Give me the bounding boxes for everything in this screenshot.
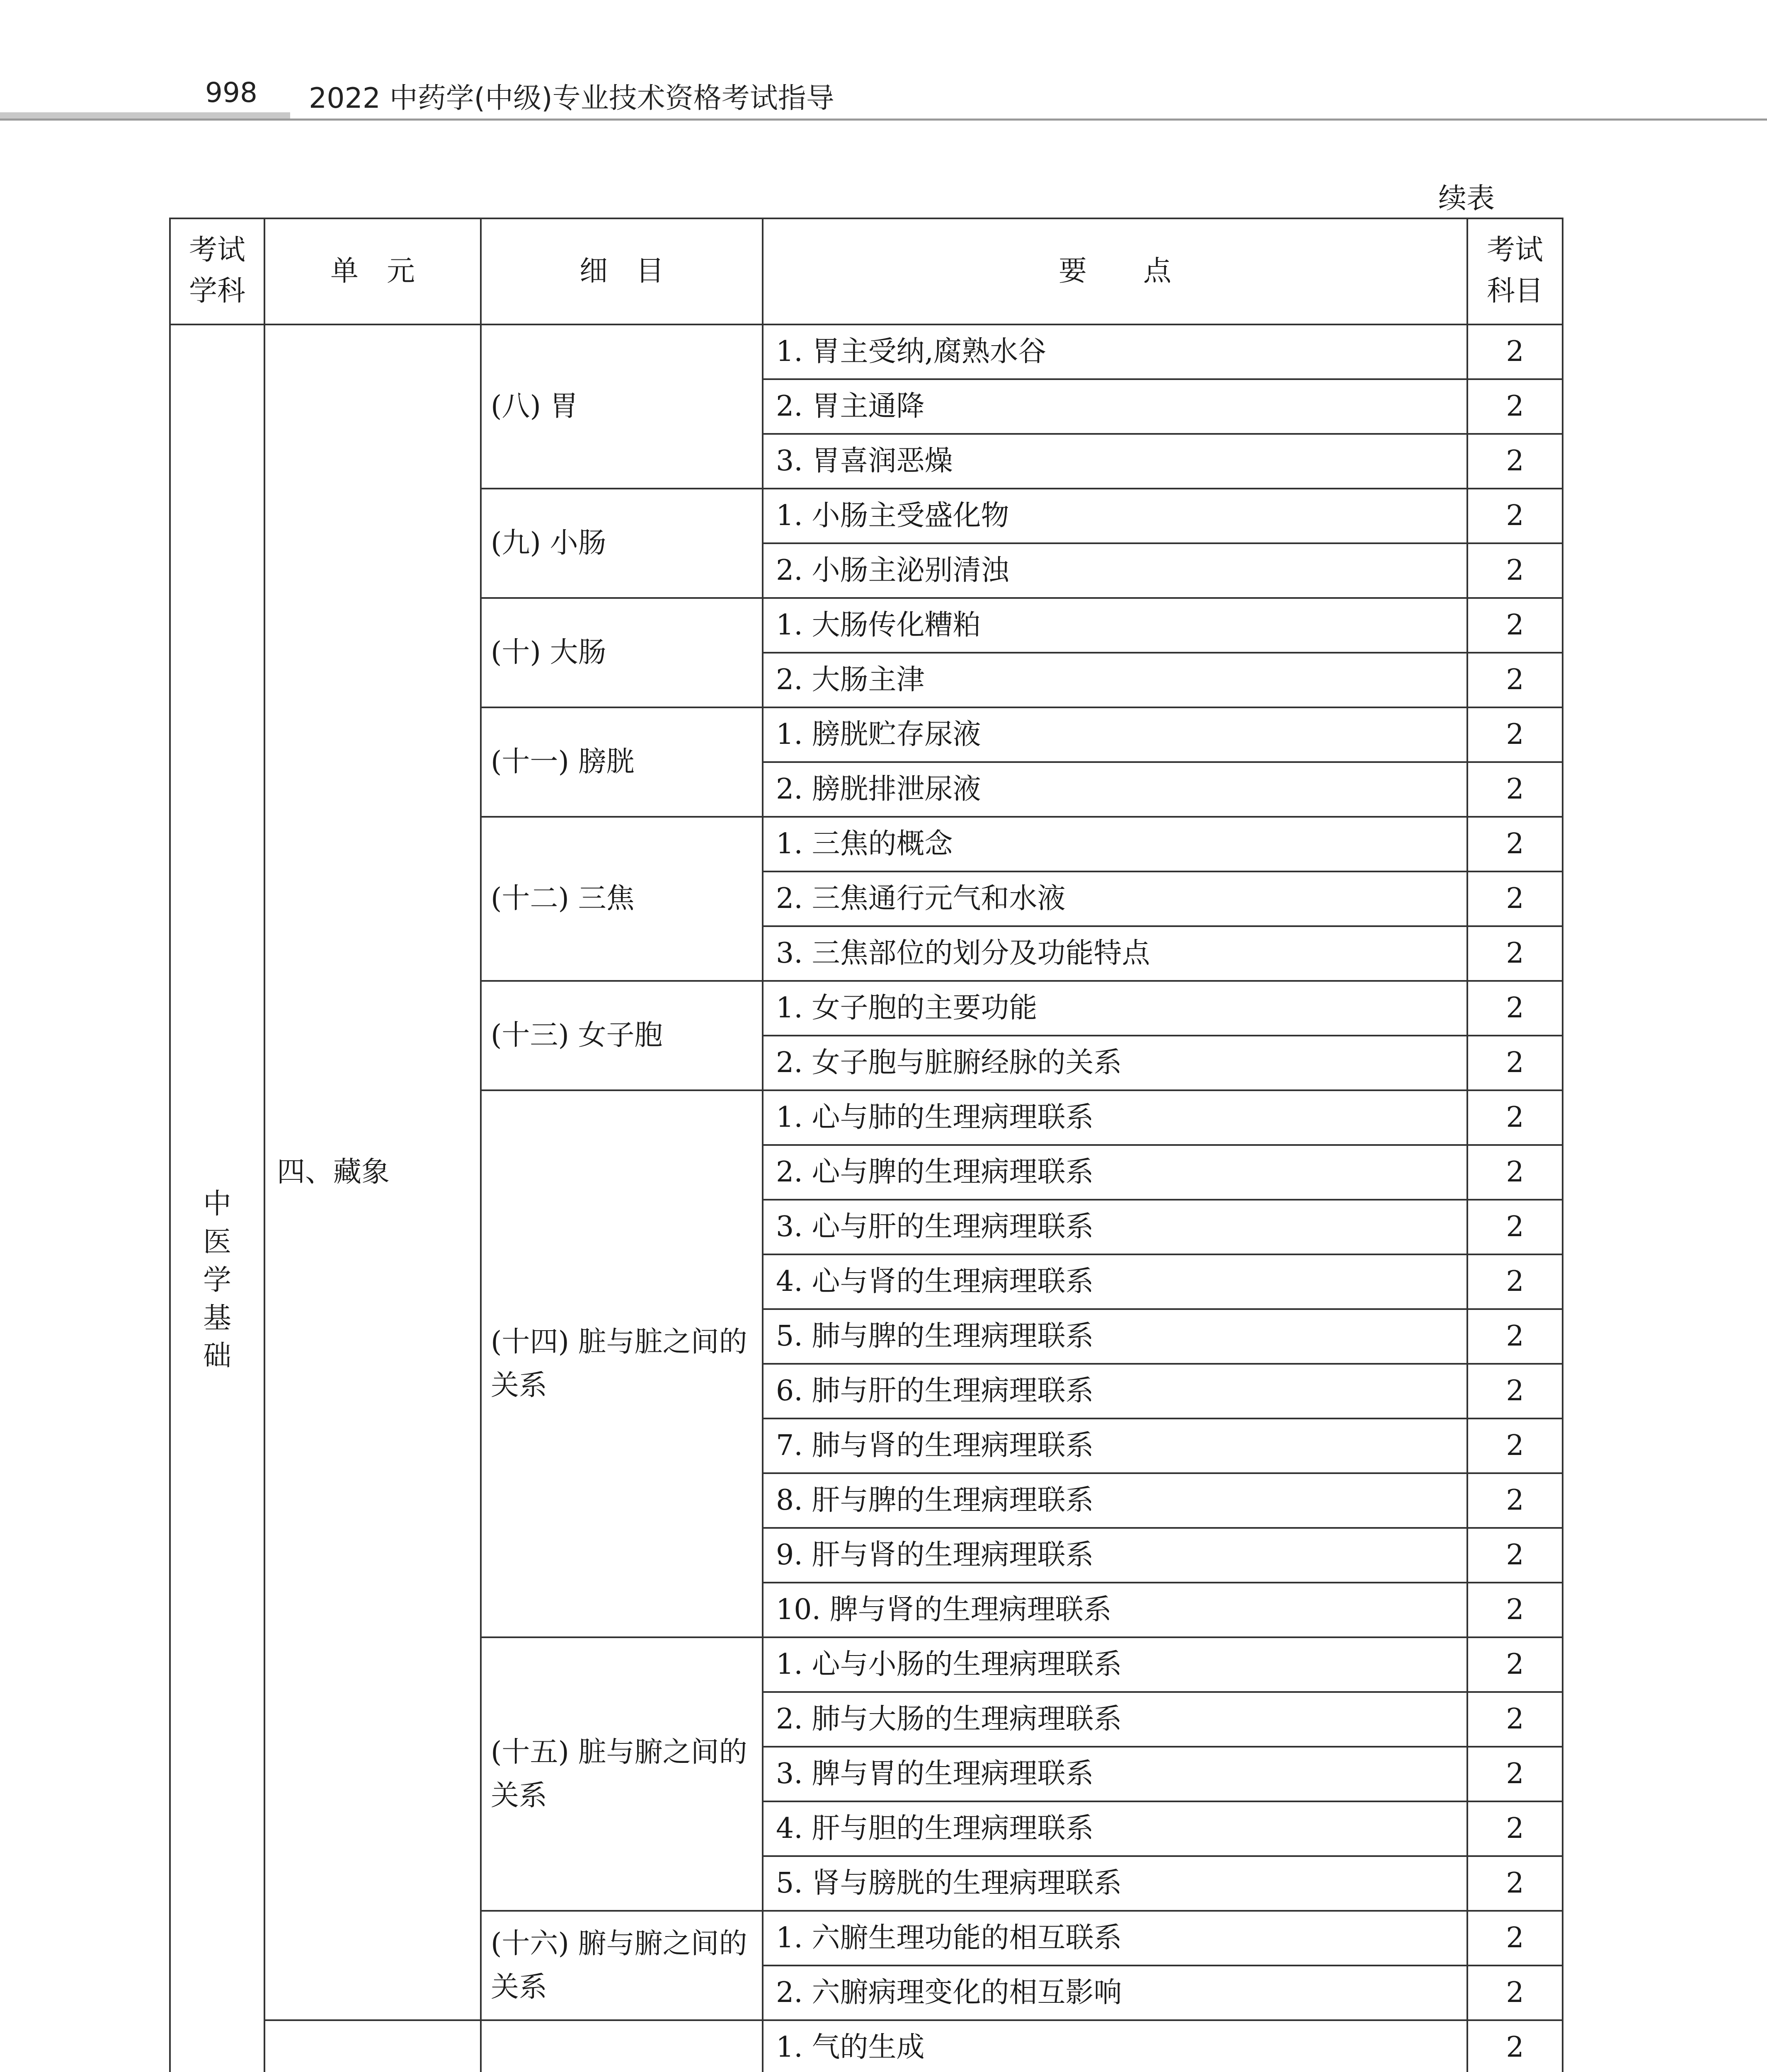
score-cell: 2: [1467, 543, 1563, 598]
col-header-subject: 考试学科: [170, 218, 264, 324]
point-cell: 2. 小肠主泌别清浊: [763, 543, 1467, 598]
score-cell: 2: [1467, 1309, 1563, 1364]
point-cell: 8. 肝与脾的生理病理联系: [763, 1473, 1467, 1528]
item-cell: [481, 2020, 763, 2072]
table-row: [170, 2020, 1563, 2072]
item-cell: (九) 小肠: [481, 489, 763, 598]
subject-cell: 中医学基础: [170, 324, 264, 2072]
score-cell: 2: [1467, 1801, 1563, 1856]
point-cell: 4. 心与肾的生理病理联系: [763, 1254, 1467, 1309]
score-cell: 2: [1467, 1747, 1563, 1801]
point-cell: 1. 心与肺的生理病理联系: [763, 1090, 1467, 1145]
score-cell: 2: [1467, 1090, 1563, 1145]
item-cell: (十二) 三焦: [481, 817, 763, 981]
score-cell: 2: [1467, 817, 1563, 871]
point-cell: 7. 肺与肾的生理病理联系: [763, 1418, 1467, 1473]
point-cell: 6. 肺与肝的生理病理联系: [763, 1364, 1467, 1418]
header-rule: [0, 119, 1767, 121]
score-cell: 2: [1467, 707, 1563, 762]
point-cell: 2. 大肠主津: [763, 653, 1467, 707]
item-cell: (十五) 脏与腑之间的关系: [481, 1637, 763, 1911]
point-cell: 3. 胃喜润恶燥: [763, 434, 1467, 489]
page-header: [0, 0, 1767, 124]
score-cell: 2: [1467, 434, 1563, 489]
point-cell: 1. 小肠主受盛化物: [763, 489, 1467, 543]
point-cell: 1. 气的生成: [763, 2020, 1467, 2072]
point-cell: 2. 膀胱排泄尿液: [763, 762, 1467, 817]
book-title: 2022 中药学(中级)专业技术资格考试指导: [309, 82, 834, 115]
score-cell: 2: [1467, 1965, 1563, 2020]
col-header-item: 细 目: [481, 218, 763, 324]
col-header-point: 要 点: [763, 218, 1467, 324]
col-header-unit: 单 元: [264, 218, 481, 324]
score-cell: 2: [1467, 379, 1563, 434]
syllabus-table: [169, 218, 1563, 2072]
item-cell: (八) 胃: [481, 324, 763, 489]
col-header-exam-subject: 考试科目: [1467, 218, 1563, 324]
score-cell: 2: [1467, 926, 1563, 981]
point-cell: 1. 膀胱贮存尿液: [763, 707, 1467, 762]
unit-cell: [264, 2020, 481, 2072]
item-cell: (十六) 腑与腑之间的关系: [481, 1911, 763, 2020]
score-cell: 2: [1467, 1637, 1563, 1692]
point-cell: 5. 肾与膀胱的生理病理联系: [763, 1856, 1467, 1911]
point-cell: 2. 肺与大肠的生理病理联系: [763, 1692, 1467, 1747]
point-cell: 9. 肝与肾的生理病理联系: [763, 1528, 1467, 1583]
item-cell: (十三) 女子胞: [481, 981, 763, 1090]
point-cell: 4. 肝与胆的生理病理联系: [763, 1801, 1467, 1856]
score-cell: 2: [1467, 1036, 1563, 1090]
score-cell: 2: [1467, 1200, 1563, 1254]
continued-label: 续表: [1438, 182, 1495, 215]
score-cell: 2: [1467, 2020, 1563, 2072]
table-header-row: [170, 218, 1563, 324]
score-cell: 2: [1467, 1473, 1563, 1528]
score-cell: 2: [1467, 1692, 1563, 1747]
point-cell: 2. 六腑病理变化的相互影响: [763, 1965, 1467, 2020]
point-cell: 1. 女子胞的主要功能: [763, 981, 1467, 1036]
score-cell: 2: [1467, 1528, 1563, 1583]
item-cell: (十) 大肠: [481, 598, 763, 707]
score-cell: 2: [1467, 489, 1563, 543]
score-cell: 2: [1467, 1364, 1563, 1418]
point-cell: 1. 胃主受纳,腐熟水谷: [763, 324, 1467, 379]
table-body: [170, 324, 1563, 2072]
score-cell: 2: [1467, 762, 1563, 817]
point-cell: 2. 女子胞与脏腑经脉的关系: [763, 1036, 1467, 1090]
score-cell: 2: [1467, 324, 1563, 379]
item-cell: (十四) 脏与脏之间的关系: [481, 1090, 763, 1637]
point-cell: 1. 大肠传化糟粕: [763, 598, 1467, 653]
point-cell: 3. 心与肝的生理病理联系: [763, 1200, 1467, 1254]
point-cell: 2. 胃主通降: [763, 379, 1467, 434]
score-cell: 2: [1467, 598, 1563, 653]
point-cell: 1. 六腑生理功能的相互联系: [763, 1911, 1467, 1965]
point-cell: 3. 三焦部位的划分及功能特点: [763, 926, 1467, 981]
score-cell: 2: [1467, 1856, 1563, 1911]
point-cell: 2. 心与脾的生理病理联系: [763, 1145, 1467, 1200]
page-number: 998: [205, 77, 257, 109]
table-row: [170, 324, 1563, 379]
point-cell: 5. 肺与脾的生理病理联系: [763, 1309, 1467, 1364]
score-cell: 2: [1467, 1911, 1563, 1965]
point-cell: 2. 三焦通行元气和水液: [763, 871, 1467, 926]
score-cell: 2: [1467, 1254, 1563, 1309]
score-cell: 2: [1467, 871, 1563, 926]
score-cell: 2: [1467, 1583, 1563, 1637]
score-cell: 2: [1467, 1418, 1563, 1473]
item-cell: (十一) 膀胱: [481, 707, 763, 817]
point-cell: 1. 心与小肠的生理病理联系: [763, 1637, 1467, 1692]
unit-cell: 四、藏象: [264, 324, 481, 2020]
point-cell: 3. 脾与胃的生理病理联系: [763, 1747, 1467, 1801]
score-cell: 2: [1467, 981, 1563, 1036]
score-cell: 2: [1467, 1145, 1563, 1200]
point-cell: 1. 三焦的概念: [763, 817, 1467, 871]
score-cell: 2: [1467, 653, 1563, 707]
point-cell: 10. 脾与肾的生理病理联系: [763, 1583, 1467, 1637]
